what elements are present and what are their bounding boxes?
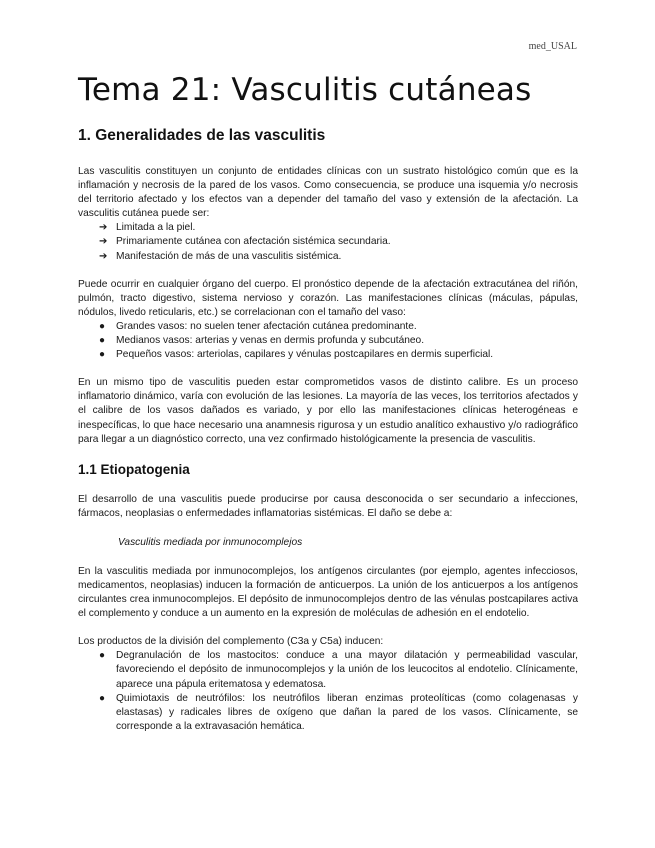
section-heading-1: 1. Generalidades de las vasculitis [78, 127, 326, 144]
paragraph: Las vasculitis constituyen un conjunto de entidades clínicas con un sustrato histológico común que es la inflamación y necrosis de la pared de los vasos. Como consecuencia, se produce una isquemia y/o necrosis del territorio afectado y los efectos van a depender del tamaño del vaso y extensión de la afectación. La vasculitis cutánea puede ser: [78, 166, 578, 220]
list-item: ● Degranulación de los mastocitos: conduce a una mayor dilatación y permeabilidad vascular, favoreciendo el depósito de inmunocomplejos y la unión de los leucocitos al endotelio. Clínicamente, aparece una pápula eritematosa y edematosa. [99, 650, 578, 690]
section-heading-1-1: 1.1 Etiopatogenia [78, 461, 190, 477]
header-note: med_USAL [528, 41, 577, 52]
bullet-icon: ● [99, 335, 106, 347]
arrow-list [78, 221, 578, 263]
list-item: ➔ Primariamente cutánea con afectación sistémica secundaria. [78, 235, 578, 249]
bullet-icon: ● [99, 320, 106, 332]
paragraph: En la vasculitis mediada por inmunocomplejos, los antígenos circulantes (por ejemplo, agentes infecciosos, medicamentos, neoplasias) inducen la formación de anticuerpos. La unión de los anticuerpos a los antígenos circulantes crea inmunocomplejos. El depósito de inmunocomplejos dentro de las vénulas postcapilares activa el complemento y conduce a un aumento en la expresión de moléculas de adhesión en el endotelio. [78, 565, 578, 620]
list-item: ➔ Manifestación de más de una vasculitis sistémica. [78, 250, 578, 264]
document-content [78, 70, 578, 734]
arrow-icon: ➔ [99, 236, 108, 248]
paragraph: Los productos de la división del complemento (C3a y C5a) inducen: [78, 636, 384, 648]
page-title: Tema 21: Vasculitis cutáneas [78, 72, 532, 108]
list-item: ● Pequeños vasos: arteriolas, capilares y vénulas postcapilares en dermis superficial. [78, 348, 578, 362]
bullet-icon: ● [99, 349, 106, 361]
subheading-italic: Vasculitis mediada por inmunocomplejos [118, 536, 303, 548]
arrow-icon: ➔ [99, 250, 108, 262]
paragraph: Puede ocurrir en cualquier órgano del cuerpo. El pronóstico depende de la afectación extracutánea del riñón, pulmón, tracto digestivo, sistema nervioso y corazón. Las manifestaciones clínicas (máculas, pápulas, nódulos, livedo reticularis, etc.) se correlacionan con el tamaño del vaso: [78, 278, 578, 318]
bullet-icon: ● [99, 650, 106, 662]
list-item: ● Medianos vasos: arterias y venas en dermis profunda y subcutáneo. [78, 334, 578, 348]
list-item: ● Grandes vasos: no suelen tener afectación cutánea predominante. [78, 320, 578, 334]
paragraph: El desarrollo de una vasculitis puede producirse por causa desconocida o ser secundario a infecciones, fármacos, neoplasias o enfermedades inflamatorias sistémicas. El daño se debe a: [78, 493, 578, 519]
bullet-list [78, 649, 578, 734]
arrow-icon: ➔ [99, 222, 108, 234]
list-item: ● Quimiotaxis de neutrófilos: los neutrófilos liberan enzimas proteolíticas (como colagenasas y elastasas) y radicales libres de oxígeno que dañan la pared de los vasos. Clínicamente, se corresponde a la extravasación hemática. [99, 692, 578, 732]
list-item: ➔ Limitada a la piel. [78, 221, 578, 235]
paragraph: En un mismo tipo de vasculitis pueden estar comprometidos vasos de distinto calibre. Es un proceso inflamatorio dinámico, varía con evolución de las lesiones. La mayoría de las veces, los territorios afectados y el calibre de los vasos dañados es variado, y por ello las manifestaciones clínicas heterogéneas e inespecíficas, lo que hace necesario una anamnesis rigurosa y un estudio analítico exhaustivo y/o radiográfico para llegar a un diagnóstico correcto, una vez confirmado histológicamente la presencia de vasculitis. [78, 377, 578, 445]
bullet-icon: ● [99, 692, 106, 704]
bullet-list [78, 320, 578, 362]
